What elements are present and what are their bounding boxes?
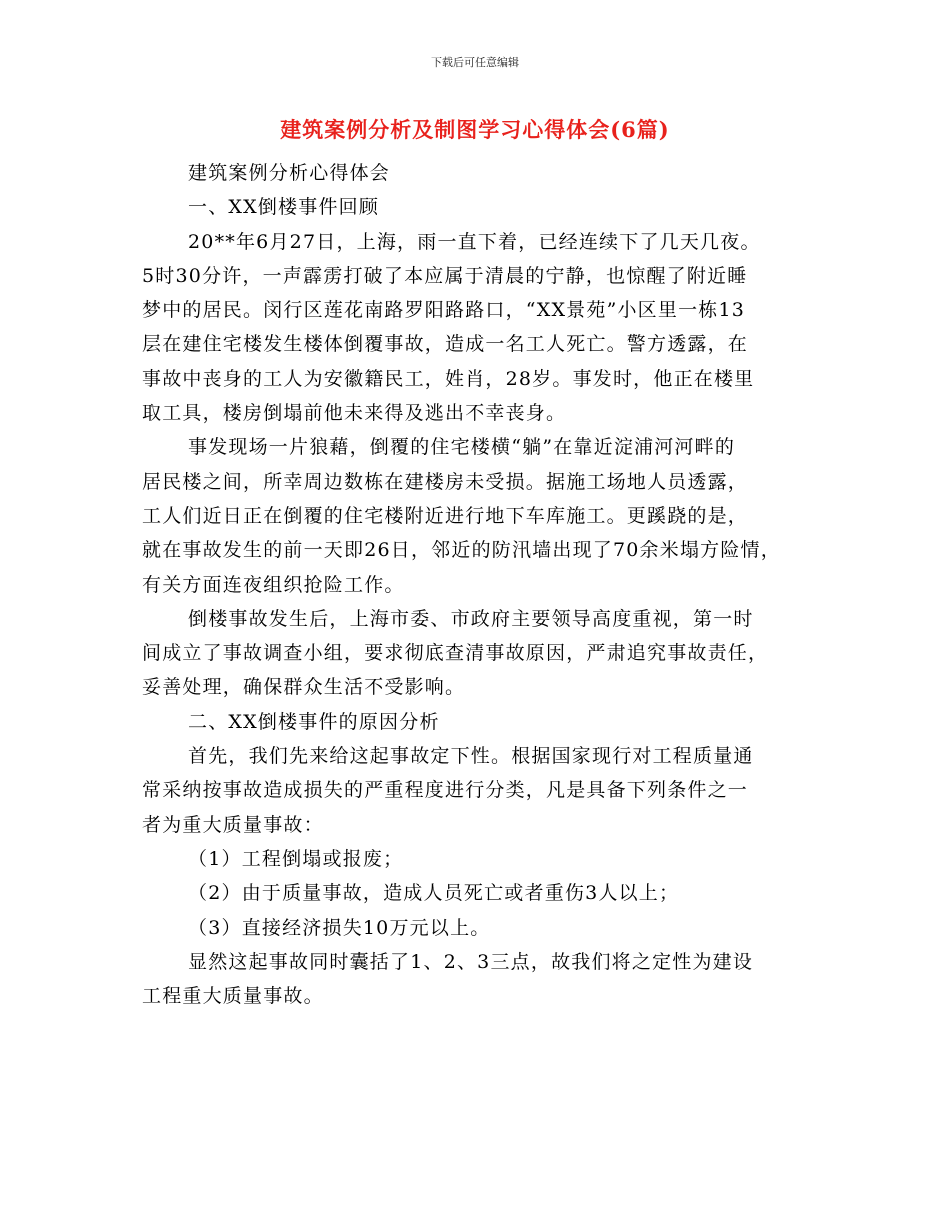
text-line: 梦中的居民。闵行区莲花南路罗阳路路口，“XX景苑”小区里一栋13 — [142, 299, 746, 322]
text-line: 建筑案例分析心得体会 — [188, 162, 391, 184]
document-body — [142, 156, 832, 1013]
text-line: 有关方面连夜组织抢险工作。 — [142, 573, 405, 596]
text-line: 常采纳按事故造成损失的严重程度进行分类，凡是具备下列条件之一 — [142, 779, 749, 802]
text-line: 5时30分许，一声霹雳打破了本应属于清晨的宁静，也惊醒了附近睡 — [142, 264, 748, 287]
text-line: 层在建住宅楼发生楼体倒覆事故，造成一名工人死亡。警方透露，在 — [142, 333, 749, 356]
text-line: 居民楼之间，所幸周边数栋在建楼房未受损。据施工场地人员透露， — [142, 470, 749, 493]
text-line: 首先，我们先来给这起事故定下性。根据国家现行对工程质量通 — [188, 745, 754, 768]
text-line: 工人们近日正在倒覆的住宅楼附近进行地下车库施工。更蹊跷的是， — [142, 504, 749, 527]
page-header: 下载后可任意编辑 — [431, 56, 519, 69]
text-line: 工程重大质量事故。 — [142, 985, 324, 1008]
text-line: 倒楼事故发生后，上海市委、市政府主要领导高度重视，第一时 — [188, 607, 754, 630]
text-line: 间成立了事故调查小组，要求彻底查清事故原因，严肃追究事故责任， — [142, 642, 769, 665]
document-title: 建筑案例分析及制图学习心得体会(6篇) — [280, 117, 670, 142]
text-line: 20**年6月27日，上海，雨一直下着，已经连续下了几天几夜。 — [188, 230, 761, 253]
text-line: 二、XX倒楼事件的原因分析 — [188, 710, 440, 733]
text-line: 事发现场一片狼藉，倒覆的住宅楼横“躺”在靠近淀浦河河畔的 — [188, 436, 736, 459]
text-line: （1）工程倒塌或报废； — [188, 847, 404, 870]
text-line: （2）由于质量事故，造成人员死亡或者重伤3人以上； — [188, 882, 680, 905]
text-line: 显然这起事故同时囊括了1、2、3三点，故我们将之定性为建设 — [188, 950, 754, 973]
text-line: 者为重大质量事故： — [142, 813, 324, 836]
text-line: （3）直接经济损失10万元以上。 — [188, 916, 491, 939]
text-line: 事故中丧身的工人为安徽籍民工，姓肖，28岁。事发时，他正在楼里 — [142, 367, 755, 390]
text-line: 取工具，楼房倒塌前他未来得及逃出不幸丧身。 — [142, 402, 567, 425]
text-line: 妥善处理，确保群众生活不受影响。 — [142, 676, 466, 699]
text-line: 一、XX倒楼事件回顾 — [188, 196, 380, 219]
text-line: 就在事故发生的前一天即26日，邻近的防汛墙出现了70余米塌方险情， — [142, 539, 781, 562]
